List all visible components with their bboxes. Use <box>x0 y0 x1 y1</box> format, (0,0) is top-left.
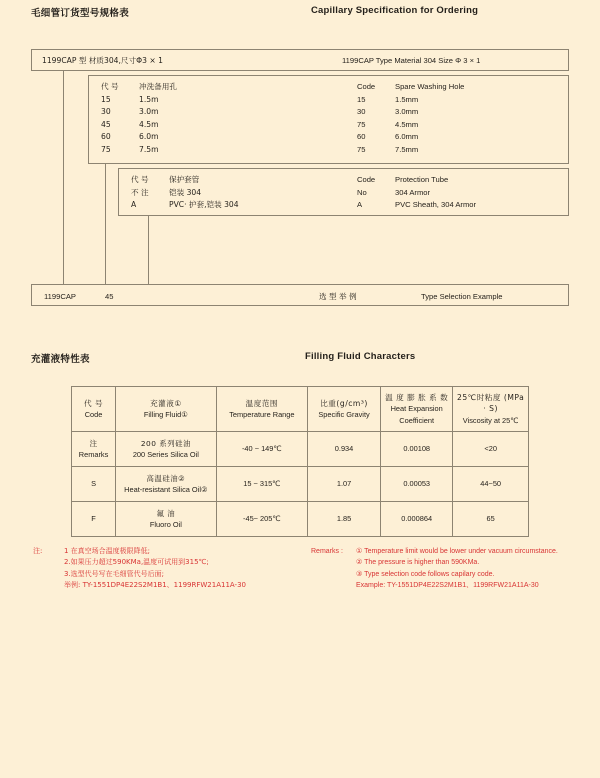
col-header-expansion-cn: 温 度 膨 胀 系 数 <box>385 392 449 402</box>
cell-code <box>72 467 116 502</box>
protection-tube-cn-value-1: PVC· 护套,铠装 304 <box>169 200 239 210</box>
protection-tube-cn-header-label: 保护套管 <box>169 175 200 184</box>
notes-cn <box>33 546 303 592</box>
protection-tube-en-value-1: PVC Sheath, 304 Armor <box>395 200 477 210</box>
connector-line-washing-hole <box>105 164 106 284</box>
washing-hole-en-value-2: 4.5mm <box>395 119 419 129</box>
cell-temperature: 15 ~ 315℃ <box>216 467 307 502</box>
col-header-fluid-cn: 充灌液① <box>150 398 182 408</box>
protection-tube-box <box>118 168 569 216</box>
cell-viscosity: 65 <box>453 502 529 537</box>
cell-code-en: Remarks <box>78 450 109 459</box>
connector-line-model <box>63 71 64 284</box>
cell-code-cn: 注 <box>89 438 98 448</box>
section1-title-en: Capillary Specification for Ordering <box>311 5 479 16</box>
washing-hole-en-value-1: 3.0mm <box>395 107 419 117</box>
example-model: 1199CAP <box>44 292 76 301</box>
col-header-fluid <box>116 387 217 432</box>
notes-en-line-0: ① Temperature limit would be lower under vacuum circumstance. <box>356 548 558 555</box>
protection-tube-en-code-1: A <box>357 200 363 210</box>
col-header-gravity <box>308 387 381 432</box>
col-header-temperature-en: Temperature Range <box>229 410 295 419</box>
col-header-expansion <box>381 387 453 432</box>
washing-hole-cn-code-1: 30 <box>101 107 111 117</box>
cell-gravity: 0.934 <box>308 432 381 467</box>
col-header-code-cn: 代 号 <box>83 398 104 408</box>
model-header-en: 1199CAP Type Material 304 Size Φ 3 × 1 <box>342 56 481 65</box>
notes-en <box>311 546 591 592</box>
cell-code <box>72 432 116 467</box>
washing-hole-cn-list <box>101 81 177 157</box>
notes-en-label: Remarks : <box>311 548 343 555</box>
cell-expansion: 0.000864 <box>381 502 453 537</box>
washing-hole-cn-value-1: 3.0m <box>139 107 159 117</box>
col-header-gravity-en: Specific Gravity <box>318 410 370 419</box>
cell-code <box>72 502 116 537</box>
col-header-viscosity-en: Viscosity at 25℃ <box>462 415 519 425</box>
cell-fluid-en: 200 Series Silica Oil <box>132 450 199 459</box>
table-row <box>72 467 529 502</box>
washing-hole-box <box>88 75 569 164</box>
cell-fluid <box>116 467 217 502</box>
section2-title-cn: 充灌液特性表 <box>31 354 90 365</box>
washing-hole-cn-header-label: 冲洗备用孔 <box>139 82 177 91</box>
protection-tube-cn-header-code: 代 号 <box>131 175 149 184</box>
cell-code-en: F <box>91 514 96 524</box>
col-header-viscosity-cn: 25℃时粘度 (MPa · S) <box>457 392 525 414</box>
model-header-box <box>31 49 569 71</box>
example-code: 45 <box>105 292 114 301</box>
washing-hole-en-value-3: 6.0mm <box>395 132 419 142</box>
protection-tube-en-header-code: Code <box>357 175 376 184</box>
washing-hole-en-code-4: 75 <box>357 144 366 154</box>
washing-hole-en-code-1: 30 <box>357 107 366 117</box>
protection-tube-en-list <box>357 174 476 212</box>
washing-hole-en-value-4: 7.5mm <box>395 144 419 154</box>
example-label-en: Type Selection Example <box>421 292 503 301</box>
washing-hole-cn-value-0: 1.5m <box>139 94 159 104</box>
col-header-code <box>72 387 116 432</box>
col-header-temperature-cn: 温度范围 <box>245 398 279 408</box>
washing-hole-cn-code-4: 75 <box>101 144 111 154</box>
selection-example-box <box>31 284 569 306</box>
protection-tube-cn-list <box>131 174 239 212</box>
washing-hole-cn-header-code: 代 号 <box>101 82 119 91</box>
washing-hole-en-value-0: 1.5mm <box>395 94 419 104</box>
notes-en-line-2: ③ Type selection code follows capilary code. <box>356 570 495 578</box>
cell-fluid-cn: 高温硅油② <box>146 473 186 483</box>
cell-gravity: 1.85 <box>308 502 381 537</box>
notes-en-line-1: ② The pressure is higher than 590KMa. <box>356 559 480 567</box>
cell-fluid-en: Heat-resistant Silica Oil② <box>124 485 208 494</box>
washing-hole-en-code-0: 15 <box>357 94 366 104</box>
cell-gravity: 1.07 <box>308 467 381 502</box>
section2-title-en: Filling Fluid Characters <box>305 351 416 362</box>
cell-temperature: -40 ~ 149℃ <box>216 432 307 467</box>
notes-en-line-3: Example: TY-1551DP4E22S2M1B1、1199RFW21A11A-30 <box>356 582 539 590</box>
filling-fluid-table <box>71 386 529 537</box>
protection-tube-en-code-0: No <box>357 187 367 197</box>
model-header-cn: 1199CAP 型 材质304,尺寸Φ3 × 1 <box>42 56 163 65</box>
col-header-code-en: Code <box>84 410 103 419</box>
cell-fluid-cn: 氟 油 <box>156 508 176 518</box>
washing-hole-cn-value-3: 6.0m <box>139 132 159 142</box>
washing-hole-en-code-3: 60 <box>357 132 366 142</box>
connector-line-protection-tube <box>148 216 149 284</box>
cell-fluid <box>116 502 217 537</box>
protection-tube-en-value-0: 304 Armor <box>395 187 431 197</box>
washing-hole-cn-value-4: 7.5m <box>139 144 159 154</box>
col-header-gravity-cn: 比重(g/cm³) <box>320 398 368 408</box>
protection-tube-cn-code-1: A <box>131 200 137 210</box>
washing-hole-cn-value-2: 4.5m <box>139 119 159 129</box>
protection-tube-cn-code-0: 不 注 <box>131 187 149 197</box>
washing-hole-en-header-label: Spare Washing Hole <box>395 82 465 91</box>
cell-temperature: -45~ 205℃ <box>216 502 307 537</box>
protection-tube-en-header-label: Protection Tube <box>395 175 449 184</box>
notes-cn-line-3: 举例: TY-1551DP4E22S2M1B1、1199RFW21A11A-30 <box>64 581 246 590</box>
table-row <box>72 502 529 537</box>
cell-expansion: 0.00053 <box>381 467 453 502</box>
cell-viscosity: 44~50 <box>453 467 529 502</box>
cell-fluid-en: Fluoro Oil <box>149 520 182 529</box>
table-row <box>72 432 529 467</box>
col-header-fluid-en: Filling Fluid① <box>143 410 188 419</box>
protection-tube-cn-value-0: 铠装 304 <box>169 187 202 197</box>
washing-hole-cn-code-2: 45 <box>101 119 111 129</box>
cell-code-en: S <box>91 479 97 489</box>
washing-hole-cn-code-0: 15 <box>101 94 111 104</box>
col-header-viscosity <box>453 387 529 432</box>
section1-title-cn: 毛细管订货型号规格表 <box>31 8 130 19</box>
washing-hole-cn-code-3: 60 <box>101 132 111 142</box>
cell-fluid-cn: 200 系列硅油 <box>140 438 191 448</box>
cell-expansion: 0.00108 <box>381 432 453 467</box>
notes-cn-line-1: 2.如果压力超过590KMa,温度可试用到315℃; <box>64 558 209 567</box>
cell-viscosity: <20 <box>453 432 529 467</box>
notes-en-lines <box>356 546 591 592</box>
example-label-cn: 选 型 举 例 <box>319 292 357 301</box>
notes-cn-label: 注: <box>33 547 43 555</box>
table-header-row <box>72 387 529 432</box>
washing-hole-en-header-code: Code <box>357 82 376 91</box>
cell-fluid <box>116 432 217 467</box>
notes-cn-line-2: 3.选型代号写在毛细管代号后面; <box>64 569 165 578</box>
col-header-expansion-en: Heat Expansion Coefficient <box>390 404 443 425</box>
col-header-temperature <box>216 387 307 432</box>
washing-hole-en-code-2: 75 <box>357 119 366 129</box>
capillary-spec-tree <box>0 0 600 330</box>
notes-cn-lines <box>64 546 303 592</box>
notes-cn-line-0: 1 在真空场合温度极限降低; <box>64 547 151 555</box>
washing-hole-en-list <box>357 81 464 157</box>
